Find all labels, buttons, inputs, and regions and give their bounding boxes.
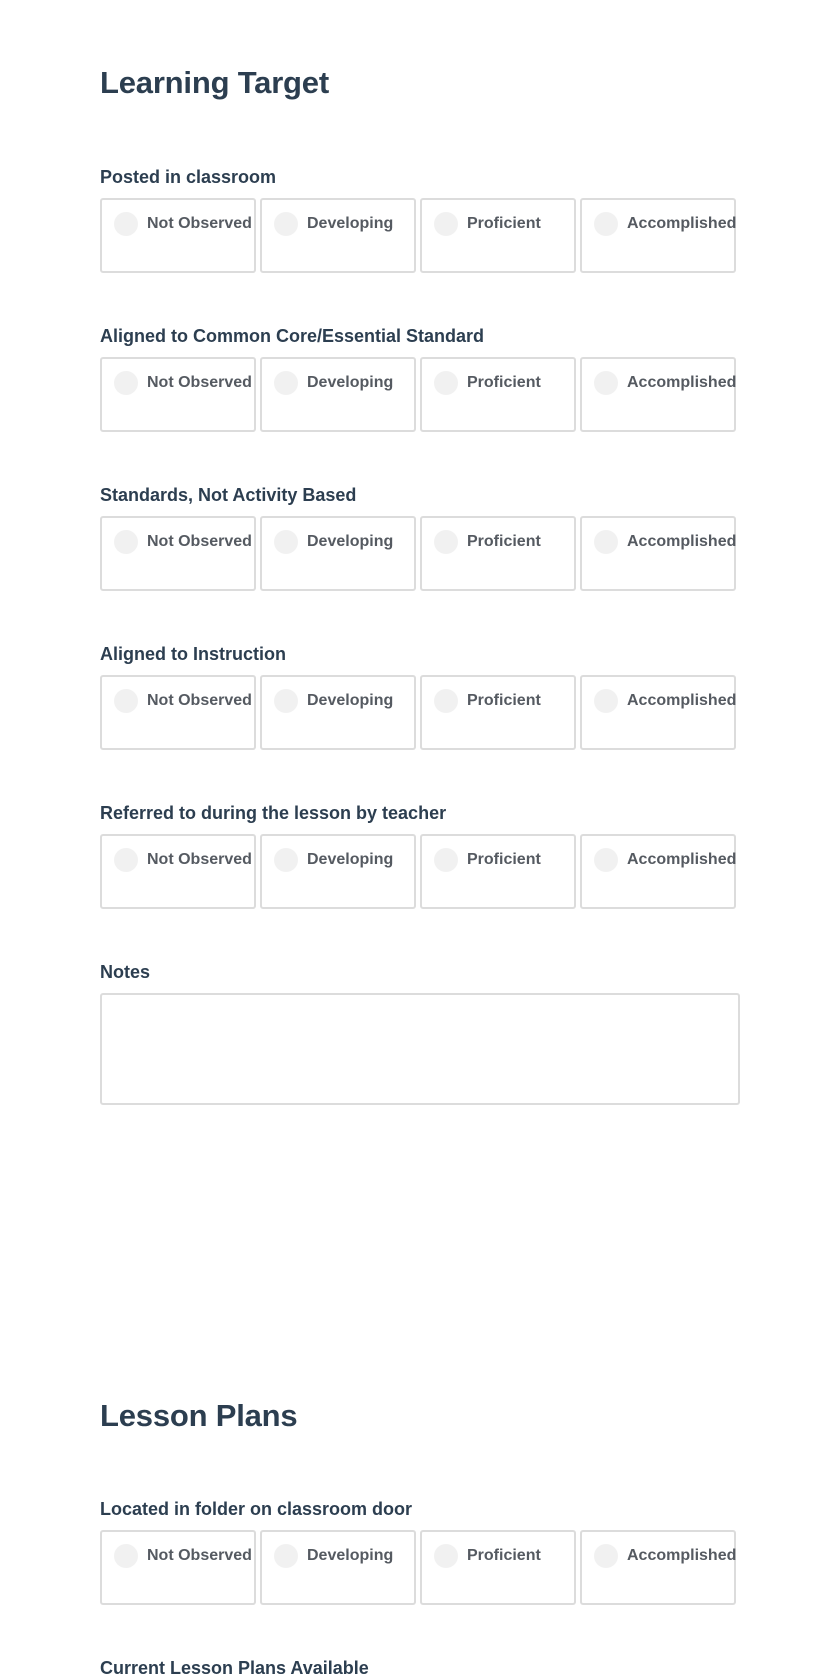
option-not-observed[interactable]: [100, 516, 256, 591]
option-label: Accomplished: [627, 692, 737, 709]
option-label: Developing: [307, 533, 394, 550]
option-label: Accomplished: [627, 851, 737, 868]
radio-circle[interactable]: [594, 212, 618, 236]
radio-circle[interactable]: [114, 1544, 138, 1568]
radio-circle[interactable]: [434, 848, 458, 872]
option-label: Developing: [307, 692, 394, 709]
radio-circle[interactable]: [114, 212, 138, 236]
question-label: Posted in classroom: [100, 167, 277, 187]
option-label: Proficient: [467, 1547, 541, 1564]
option-label: Accomplished: [627, 1547, 737, 1564]
option-accomplished[interactable]: [580, 357, 736, 432]
question-label: Referred to during the lesson by teacher: [100, 803, 447, 823]
rating-options: [100, 1530, 740, 1605]
option-label: Proficient: [467, 851, 541, 868]
option-developing[interactable]: [260, 357, 416, 432]
question-label: Aligned to Instruction: [100, 644, 286, 664]
option-proficient[interactable]: [420, 357, 576, 432]
option-label: Developing: [307, 1547, 394, 1564]
radio-circle[interactable]: [274, 1544, 298, 1568]
radio-circle[interactable]: [274, 689, 298, 713]
notes-textarea[interactable]: [100, 993, 740, 1105]
rating-options: [100, 834, 740, 909]
option-label: Not Observed: [147, 215, 252, 232]
radio-circle[interactable]: [434, 1544, 458, 1568]
option-not-observed[interactable]: [100, 1530, 256, 1605]
radio-circle[interactable]: [114, 530, 138, 554]
option-accomplished[interactable]: [580, 834, 736, 909]
option-label: Not Observed: [147, 1547, 252, 1564]
radio-circle[interactable]: [434, 212, 458, 236]
option-label: Accomplished: [627, 374, 737, 391]
rating-options: [100, 516, 740, 591]
option-label: Developing: [307, 374, 394, 391]
option-developing[interactable]: [260, 834, 416, 909]
radio-circle[interactable]: [274, 530, 298, 554]
option-accomplished[interactable]: [580, 675, 736, 750]
radio-circle[interactable]: [594, 689, 618, 713]
option-proficient[interactable]: [420, 198, 576, 273]
option-label: Not Observed: [147, 851, 252, 868]
radio-circle[interactable]: [594, 530, 618, 554]
radio-circle[interactable]: [114, 689, 138, 713]
option-label: Developing: [307, 215, 394, 232]
option-not-observed[interactable]: [100, 198, 256, 273]
option-label: Accomplished: [627, 533, 737, 550]
option-label: Accomplished: [627, 215, 737, 232]
option-accomplished[interactable]: [580, 1530, 736, 1605]
rating-options: [100, 198, 740, 273]
radio-circle[interactable]: [594, 371, 618, 395]
radio-circle[interactable]: [114, 371, 138, 395]
radio-circle[interactable]: [114, 848, 138, 872]
option-proficient[interactable]: [420, 675, 576, 750]
option-label: Proficient: [467, 374, 541, 391]
section-title-learning-target: Learning Target: [100, 65, 329, 100]
question-label: Located in folder on classroom door: [100, 1499, 413, 1519]
radio-circle[interactable]: [274, 848, 298, 872]
notes-label: Notes: [100, 962, 151, 982]
option-developing[interactable]: [260, 675, 416, 750]
radio-circle[interactable]: [274, 371, 298, 395]
radio-circle[interactable]: [434, 689, 458, 713]
option-label: Developing: [307, 851, 394, 868]
option-developing[interactable]: [260, 516, 416, 591]
section-title-lesson-plans: Lesson Plans: [100, 1398, 298, 1433]
option-accomplished[interactable]: [580, 198, 736, 273]
radio-circle[interactable]: [434, 530, 458, 554]
option-not-observed[interactable]: [100, 357, 256, 432]
radio-circle[interactable]: [594, 848, 618, 872]
question-label: Current Lesson Plans Available: [100, 1658, 369, 1678]
radio-circle[interactable]: [434, 371, 458, 395]
option-label: Not Observed: [147, 692, 252, 709]
question-label: Aligned to Common Core/Essential Standard: [100, 326, 485, 346]
radio-circle[interactable]: [274, 212, 298, 236]
option-developing[interactable]: [260, 1530, 416, 1605]
question-label: Standards, Not Activity Based: [100, 485, 357, 505]
option-label: Proficient: [467, 692, 541, 709]
option-not-observed[interactable]: [100, 834, 256, 909]
option-accomplished[interactable]: [580, 516, 736, 591]
rating-options: [100, 675, 740, 750]
option-proficient[interactable]: [420, 516, 576, 591]
rating-options: [100, 357, 740, 432]
option-label: Proficient: [467, 533, 541, 550]
option-label: Proficient: [467, 215, 541, 232]
option-not-observed[interactable]: [100, 675, 256, 750]
option-developing[interactable]: [260, 198, 416, 273]
option-label: Not Observed: [147, 533, 252, 550]
option-proficient[interactable]: [420, 834, 576, 909]
option-proficient[interactable]: [420, 1530, 576, 1605]
option-label: Not Observed: [147, 374, 252, 391]
radio-circle[interactable]: [594, 1544, 618, 1568]
